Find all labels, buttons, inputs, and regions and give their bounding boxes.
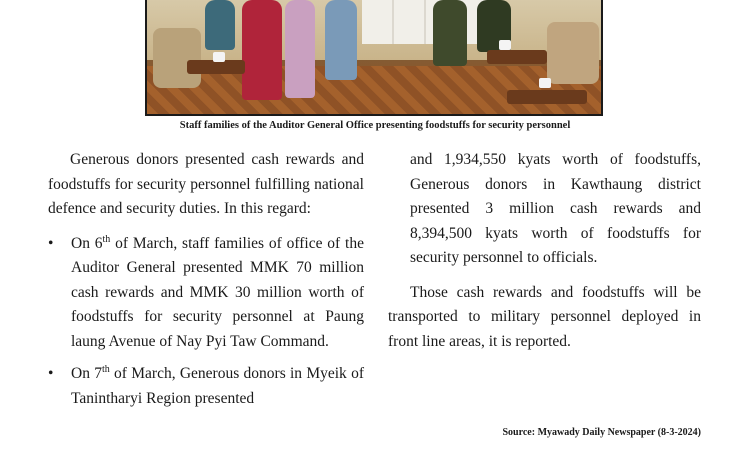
left-column (48, 148, 364, 419)
photo-sofa-left (153, 28, 201, 88)
photo-table-right (487, 50, 547, 64)
photo-cup-3 (539, 78, 551, 88)
bullet-list (48, 232, 364, 412)
photo-cup-2 (499, 40, 511, 50)
bullet-text-start: On 6 (71, 234, 103, 252)
photo-person-2 (242, 0, 282, 100)
closing-paragraph: Those cash rewards and foodstuffs will be transported to military personnel deployed in front line areas, it is reported. (388, 283, 701, 350)
photo-caption: Staff families of the Auditor General Office presenting foodstuffs for security personnel (179, 120, 571, 131)
bullet-dot-icon: • (48, 234, 54, 252)
photo-cup-1 (213, 52, 225, 62)
continuation-paragraph: and 1,934,550 kyats worth of foodstuffs, Generous donors in Kawthaung district presented 3 million cash rewards and 8,394,500 kyats worth of foodstuffs for security personnel to officials. (410, 151, 701, 266)
photo-boxes (362, 0, 492, 44)
bullet-ordinal: th (102, 233, 111, 245)
source-credit: Source: Myawady Daily Newspaper (8-3-2024) (502, 427, 701, 438)
bullet-item (48, 362, 364, 411)
bullet-text-start: On 7 (71, 365, 102, 382)
bullet-text-rest: of March, Generous donors in Myeik of Tanintharyi Region presented (71, 365, 364, 407)
photo-person-4 (325, 0, 357, 80)
photo-table-front (507, 90, 587, 104)
photo-person-1 (205, 0, 235, 50)
intro-paragraph: Generous donors presented cash rewards and foodstuffs for security personnel fulfilling national defence and security duties. In this regard: (48, 151, 364, 217)
photo-person-5 (433, 0, 467, 66)
bullet-text-rest: of March, staff families of office of the Auditor General presented MMK 70 million cash rewards and MMK 30 million worth of foodstuffs for security personnel at Paung laung Avenue of Nay Pyi Taw Command. (71, 234, 364, 350)
right-column (388, 148, 701, 364)
bullet-dot-icon: • (48, 365, 54, 382)
photo-table-left (187, 60, 245, 74)
bullet-item (48, 232, 364, 355)
news-photo (145, 0, 603, 116)
photo-person-3 (285, 0, 315, 98)
photo-sofa-right (547, 22, 599, 84)
bullet-ordinal: th (101, 363, 110, 375)
